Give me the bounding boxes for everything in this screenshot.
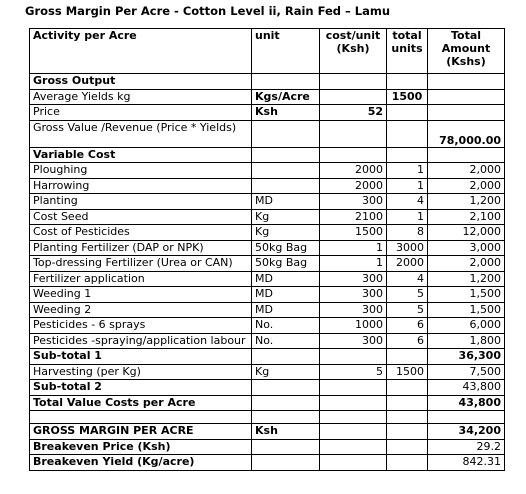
breakeven-price-label: Breakeven Price (Ksh) bbox=[30, 439, 252, 455]
cell-cost: 300 bbox=[320, 194, 387, 210]
cell-cost: 1000 bbox=[320, 318, 387, 334]
cell-unit bbox=[252, 163, 320, 179]
table-row bbox=[30, 256, 505, 272]
cell-activity: Average Yields kg bbox=[30, 89, 252, 105]
cell-units: 6 bbox=[387, 318, 428, 334]
cell-unit: 50kg Bag bbox=[252, 256, 320, 272]
cell-unit: No. bbox=[252, 333, 320, 349]
cell-unit: Ksh bbox=[252, 105, 320, 121]
cell-units: 4 bbox=[387, 271, 428, 287]
gross-margin-row bbox=[30, 424, 505, 440]
cell-units: 1500 bbox=[387, 89, 428, 105]
cell-activity: Pesticides -spraying/application labour bbox=[30, 333, 252, 349]
cell-amount: 2,100 bbox=[428, 209, 505, 225]
table-row bbox=[30, 302, 505, 318]
subtotal-label: Sub-total 1 bbox=[30, 349, 252, 365]
section-row-gross-output bbox=[30, 74, 505, 90]
cell-activity: Fertilizer application bbox=[30, 271, 252, 287]
section-heading: Gross Output bbox=[30, 74, 252, 90]
total-costs-label: Total Value Costs per Acre bbox=[30, 395, 252, 411]
cell-cost: 300 bbox=[320, 271, 387, 287]
cell-activity: Planting Fertilizer (DAP or NPK) bbox=[30, 240, 252, 256]
cell-cost: 2100 bbox=[320, 209, 387, 225]
table-row bbox=[30, 287, 505, 303]
table-row bbox=[30, 225, 505, 241]
cell-activity: Ploughing bbox=[30, 163, 252, 179]
cell-cost: 300 bbox=[320, 287, 387, 303]
cell-unit: 50kg Bag bbox=[252, 240, 320, 256]
table-row bbox=[30, 240, 505, 256]
cell-unit: MD bbox=[252, 271, 320, 287]
cell-activity: Weeding 1 bbox=[30, 287, 252, 303]
cell-unit: Kg bbox=[252, 209, 320, 225]
cell-amount: 6,000 bbox=[428, 318, 505, 334]
total-costs-amount: 43,800 bbox=[428, 395, 505, 411]
cell-activity: Planting bbox=[30, 194, 252, 210]
cell-amount: 1,500 bbox=[428, 302, 505, 318]
cell-units: 3000 bbox=[387, 240, 428, 256]
cell-amount: 1,800 bbox=[428, 333, 505, 349]
cell-units: 1 bbox=[387, 163, 428, 179]
cell-activity: Pesticides - 6 sprays bbox=[30, 318, 252, 334]
header-activity: Activity per Acre bbox=[30, 29, 252, 74]
cell-units: 5 bbox=[387, 302, 428, 318]
spacer-row bbox=[30, 411, 505, 424]
cell-activity: Gross Value /Revenue (Price * Yields) bbox=[30, 120, 252, 147]
gross-margin-amount: 34,200 bbox=[428, 424, 505, 440]
page-title: Gross Margin Per Acre - Cotton Level ii, Rain Fed – Lamu bbox=[25, 4, 391, 18]
table-row-revenue bbox=[30, 120, 505, 147]
cell-unit bbox=[252, 178, 320, 194]
gross-margin-table bbox=[29, 28, 505, 471]
cell-units: 1 bbox=[387, 178, 428, 194]
cell-unit: Kgs/Acre bbox=[252, 89, 320, 105]
header-cost-unit: cost/unit (Ksh) bbox=[320, 29, 387, 74]
cell-amount: 2,000 bbox=[428, 163, 505, 179]
breakeven-price-row bbox=[30, 439, 505, 455]
cell-activity: Top-dressing Fertilizer (Urea or CAN) bbox=[30, 256, 252, 272]
table-row bbox=[30, 333, 505, 349]
cell-units: 1500 bbox=[387, 364, 428, 380]
table-row-harvesting bbox=[30, 364, 505, 380]
total-costs-row bbox=[30, 395, 505, 411]
cell-cost: 300 bbox=[320, 302, 387, 318]
cell-units: 4 bbox=[387, 194, 428, 210]
cell-cost: 1 bbox=[320, 256, 387, 272]
cell-cost: 1 bbox=[320, 240, 387, 256]
subtotal-amount: 36,300 bbox=[428, 349, 505, 365]
section-row-variable-cost bbox=[30, 147, 505, 163]
cell-cost: 2000 bbox=[320, 163, 387, 179]
cell-unit: MD bbox=[252, 194, 320, 210]
subtotal-row-1 bbox=[30, 349, 505, 365]
table-row-price bbox=[30, 105, 505, 121]
cell-amount: 7,500 bbox=[428, 364, 505, 380]
cell-activity: Weeding 2 bbox=[30, 302, 252, 318]
table-row bbox=[30, 163, 505, 179]
table-row bbox=[30, 178, 505, 194]
section-heading: Variable Cost bbox=[30, 147, 252, 163]
cell-units: 1 bbox=[387, 209, 428, 225]
subtotal-label: Sub-total 2 bbox=[30, 380, 252, 396]
cell-cost: 52 bbox=[320, 105, 387, 121]
header-total-units: total units bbox=[387, 29, 428, 74]
cell-unit: MD bbox=[252, 287, 320, 303]
breakeven-yield-row bbox=[30, 455, 505, 471]
cell-activity: Price bbox=[30, 105, 252, 121]
subtotal-amount: 43,800 bbox=[428, 380, 505, 396]
header-row bbox=[30, 29, 505, 74]
cell-cost: 2000 bbox=[320, 178, 387, 194]
cell-activity: Cost of Pesticides bbox=[30, 225, 252, 241]
breakeven-yield-amount: 842.31 bbox=[428, 455, 505, 471]
cell-units: 8 bbox=[387, 225, 428, 241]
cell-unit: Kg bbox=[252, 364, 320, 380]
cell-amount: 12,000 bbox=[428, 225, 505, 241]
cell-amount: 3,000 bbox=[428, 240, 505, 256]
cell-unit: MD bbox=[252, 302, 320, 318]
cell-units: 6 bbox=[387, 333, 428, 349]
cell-units: 2000 bbox=[387, 256, 428, 272]
cell-units: 5 bbox=[387, 287, 428, 303]
subtotal-row-2 bbox=[30, 380, 505, 396]
cell-amount: 1,200 bbox=[428, 194, 505, 210]
breakeven-price-amount: 29.2 bbox=[428, 439, 505, 455]
cell-unit: No. bbox=[252, 318, 320, 334]
cell-amount: 1,500 bbox=[428, 287, 505, 303]
cell-activity: Cost Seed bbox=[30, 209, 252, 225]
header-unit: unit bbox=[252, 29, 320, 74]
gross-margin-label: GROSS MARGIN PER ACRE bbox=[30, 424, 252, 440]
cell-cost: 1500 bbox=[320, 225, 387, 241]
cell-amount: 1,200 bbox=[428, 271, 505, 287]
table-row bbox=[30, 209, 505, 225]
table-row bbox=[30, 271, 505, 287]
cell-activity: Harvesting (per Kg) bbox=[30, 364, 252, 380]
cell-amount: 78,000.00 bbox=[428, 120, 505, 147]
cell-unit: Kg bbox=[252, 225, 320, 241]
cell-amount: 2,000 bbox=[428, 256, 505, 272]
cell-cost: 5 bbox=[320, 364, 387, 380]
header-total-amount: Total Amount (Kshs) bbox=[428, 29, 505, 74]
cell-activity: Harrowing bbox=[30, 178, 252, 194]
breakeven-yield-label: Breakeven Yield (Kg/acre) bbox=[30, 455, 252, 471]
table-row-yield bbox=[30, 89, 505, 105]
cell-cost: 300 bbox=[320, 333, 387, 349]
table-row bbox=[30, 194, 505, 210]
cell-amount: 2,000 bbox=[428, 178, 505, 194]
table-row bbox=[30, 318, 505, 334]
gross-margin-unit: Ksh bbox=[252, 424, 320, 440]
